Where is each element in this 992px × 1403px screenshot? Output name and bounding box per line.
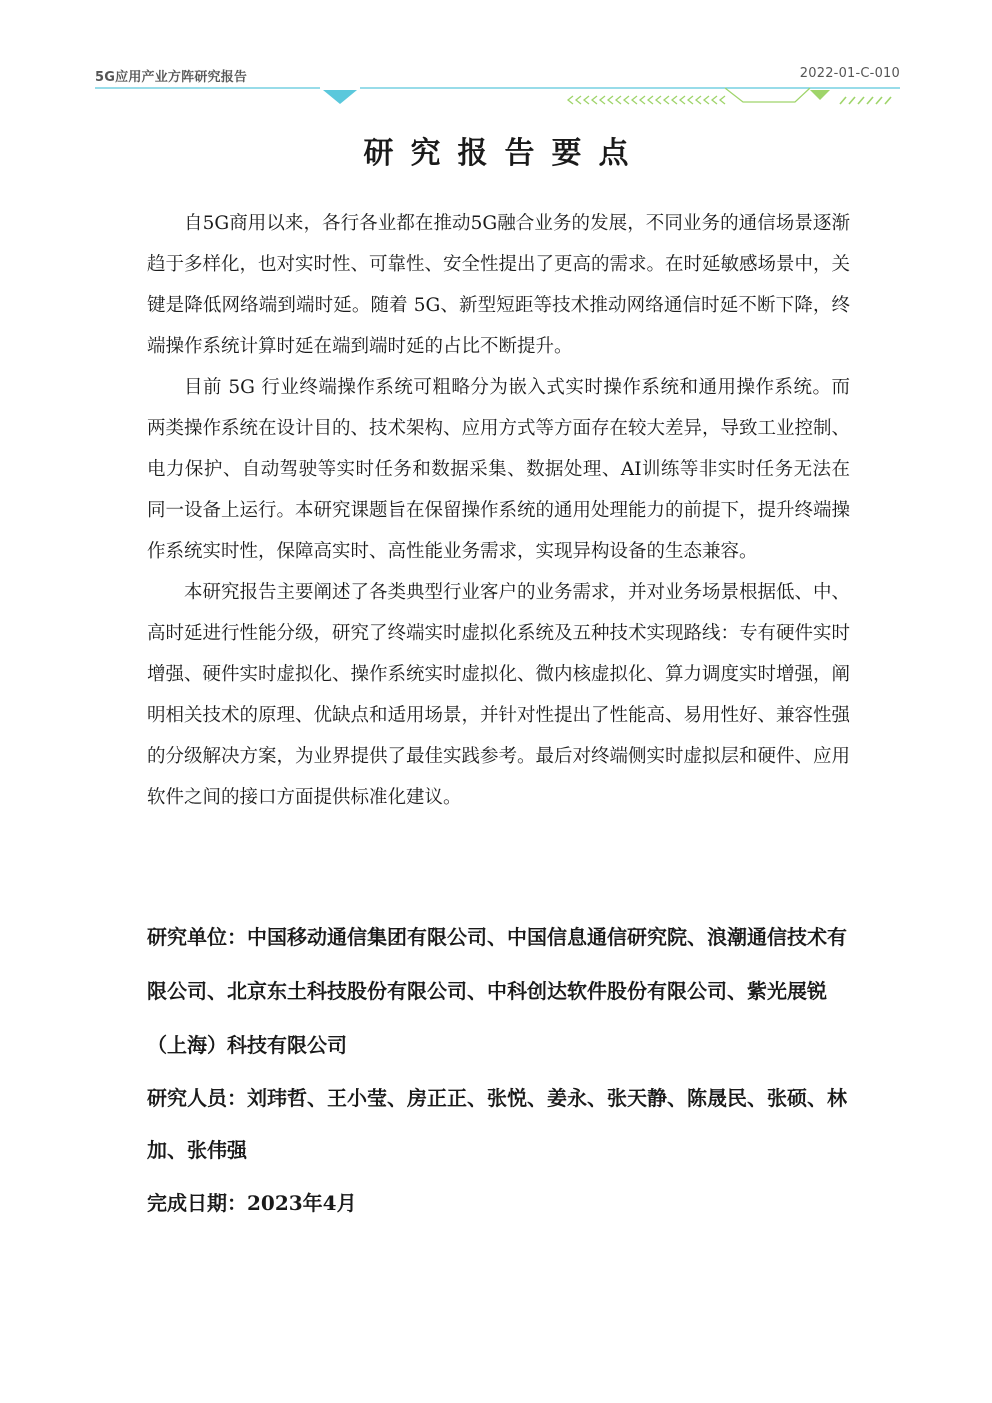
header-triangle-blue xyxy=(323,90,357,104)
header-chevrons-green xyxy=(568,96,725,104)
page-title: 研究报告要点 xyxy=(363,136,646,171)
header-notch-line xyxy=(725,88,810,102)
summary-paragraph-1: 自5G商用以来，各行各业都在推动5G融合业务的发展，不同业务的通信场景逐渐趋于多样化，也对实时性、可靠性、安全性提出了更高的需求。在时延敏感场景中，关键是降低网络端到端时延。随着 5G、新型短距等技术推动网络通信时延不断下降，终端操作系统计算时延在端到端时延的占比不断提升。 xyxy=(147,213,851,357)
header-triangle-green xyxy=(810,90,830,100)
completion-date: 完成日期：2023年4月 xyxy=(147,1191,357,1215)
header-report-series: 5G应用产业方阵研究报告 xyxy=(95,70,248,85)
report-info xyxy=(147,910,850,1230)
header-stripes-green xyxy=(840,97,891,104)
header-report-id: 2022-01-C-010 xyxy=(799,66,900,81)
research-units: 研究单位：中国移动通信集团有限公司、中国信息通信研究院、浪潮通信技术有限公司、北京东土科技股份有限公司、中科创达软件股份有限公司、紫光展锐（上海）科技有限公司 xyxy=(147,925,847,1057)
research-people: 研究人员：刘玮哲、王小莹、房正正、张悦、姜永、张天静、陈晟民、张硕、林加、张伟强 xyxy=(147,1086,847,1162)
header-decoration xyxy=(95,84,900,108)
summary-body xyxy=(147,203,850,818)
summary-paragraph-2: 目前 5G 行业终端操作系统可粗略分为嵌入式实时操作系统和通用操作系统。而两类操作系统在设计目的、技术架构、应用方式等方面存在较大差异，导致工业控制、电力保护、自动驾驶等实时任务和数据采集、数据处理、AI训练等非实时任务无法在同一设备上运行。本研究课题旨在保留操作系统的通用处理能力的前提下，提升终端操作系统实时性，保障高实时、高性能业务需求，实现异构设备的生态兼容。 xyxy=(147,377,851,562)
summary-paragraph-3: 本研究报告主要阐述了各类典型行业客户的业务需求，并对业务场景根据低、中、高时延进行性能分级，研究了终端实时虚拟化系统及五种技术实现路线：专有硬件实时增强、硬件实时虚拟化、操作系统实时虚拟化、微内核虚拟化、算力调度实时增强，阐明相关技术的原理、优缺点和适用场景，并针对性提出了性能高、易用性好、兼容性强的分级解决方案，为业界提供了最佳实践参考。最后对终端侧实时虚拟层和硬件、应用软件之间的接口方面提供标准化建议。 xyxy=(147,582,851,808)
